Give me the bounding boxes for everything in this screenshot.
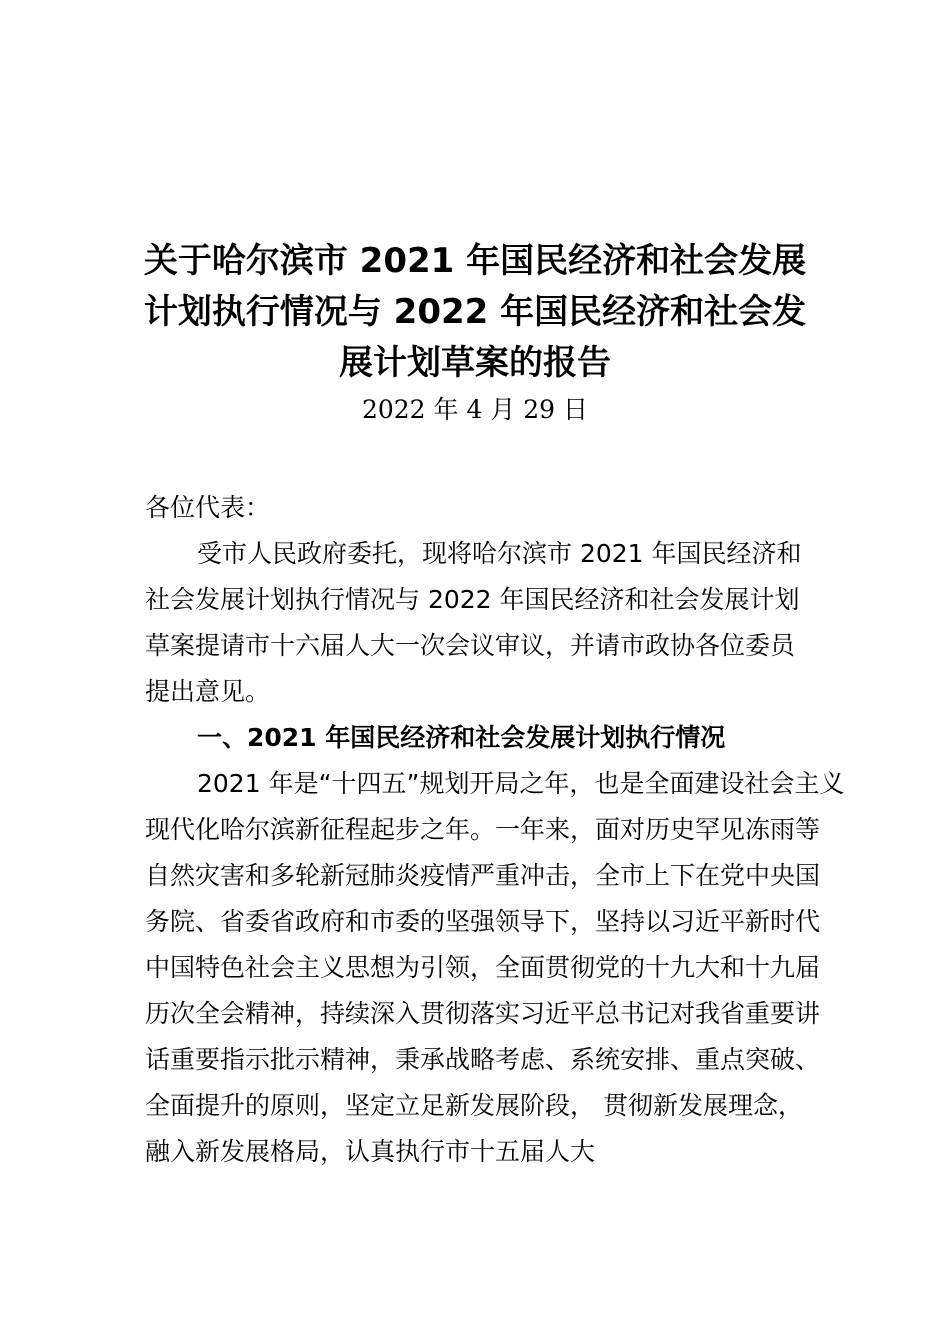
paragraph-1-line-4: 提出意见。 (145, 677, 271, 706)
title-line-3: 展计划草案的报告 (339, 343, 611, 383)
title-line-1: 关于哈尔滨市 2021 年国民经济和社会发展 (143, 241, 807, 281)
paragraph-2-line-2: 现代化哈尔滨新征程起步之年。一年来，面对历史罕见冻雨等 (145, 815, 821, 844)
paragraph-2-line-8: 全面提升的原则，坚定立足新发展阶段， 贯彻新发展理念， (145, 1091, 803, 1120)
paragraph-1-line-3: 草案提请市十六届人大一次会议审议，并请市政协各位委员 (145, 631, 796, 660)
section-heading: 一、2021 年国民经济和社会发展计划执行情况 (197, 723, 726, 752)
paragraph-2-line-7: 话重要指示批示精神，秉承战略考虑、系统安排、重点突破、 (145, 1045, 821, 1074)
paragraph-2-line-4: 务院、省委省政府和市委的坚强领导下，坚持以习近平新时代 (145, 907, 821, 936)
salutation: 各位代表： (145, 493, 271, 522)
paragraph-2-line-3: 自然灾害和多轮新冠肺炎疫情严重冲击，全市上下在党中央国 (145, 861, 821, 890)
paragraph-2-line-9: 融入新发展格局，认真执行市十五届人大 (145, 1137, 596, 1166)
paragraph-1-line-1: 受市人民政府委托，现将哈尔滨市 2021 年国民经济和 (197, 539, 802, 568)
paragraph-1 (145, 531, 815, 715)
paragraph-1-line-2: 社会发展计划执行情况与 2022 年国民经济和社会发展计划 (145, 585, 800, 614)
paragraph-2 (145, 761, 845, 1175)
document-title (140, 236, 810, 389)
document-body (145, 485, 845, 1175)
paragraph-2-line-1: 2021 年是“十四五”规划开局之年，也是全面建设社会主义 (197, 769, 845, 798)
document-date: 2022 年 4 月 29 日 (361, 395, 589, 424)
paragraph-2-line-5: 中国特色社会主义思想为引领，全面贯彻党的十九大和十九届 (145, 953, 821, 982)
title-line-2: 计划执行情况与 2022 年国民经济和社会发 (143, 292, 807, 332)
paragraph-2-line-6: 历次全会精神，持续深入贯彻落实习近平总书记对我省重要讲 (145, 999, 821, 1028)
